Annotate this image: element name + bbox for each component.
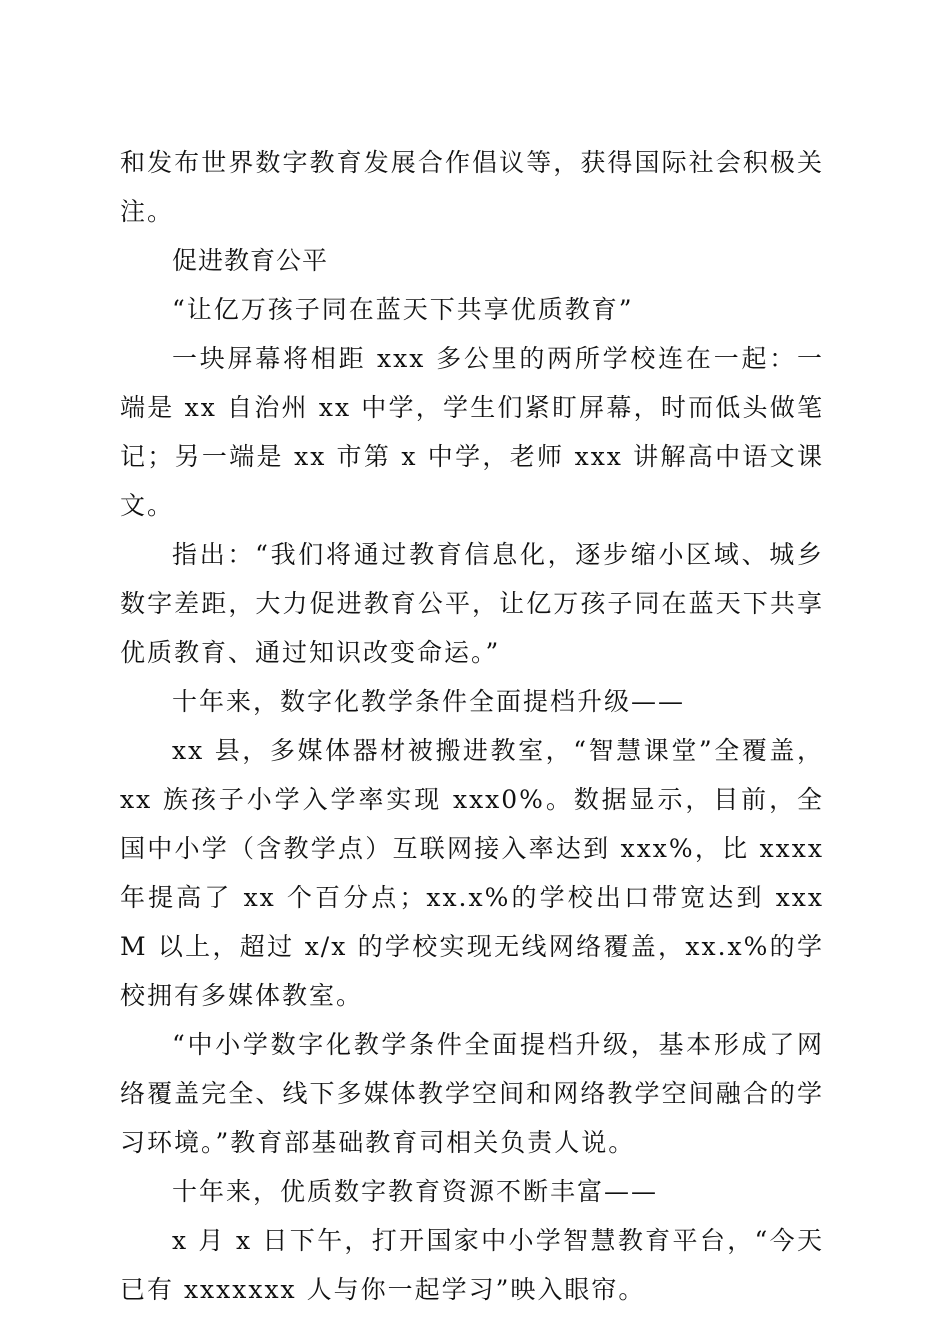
paragraph: x 月 x 日下午，打开国家中小学智慧教育平台，“今天已有 xxxxxxx 人与你一起学习”映入眼帘。 xyxy=(120,1226,824,1304)
paragraph: 十年来，优质数字教育资源不断丰富—— xyxy=(172,1177,659,1206)
paragraph: 十年来，数字化教学条件全面提档升级—— xyxy=(172,687,686,716)
paragraph: 一块屏幕将相距 xxx 多公里的两所学校连在一起：一端是 xx 自治州 xx 中学，学生们紧盯屏幕，时而低头做笔记；另一端是 xx 市第 x 中学，老师 xxx 讲解高中语文课文。 xyxy=(120,344,824,520)
paragraph-continuation: 和发布世界数字教育发展合作倡议等，获得国际社会积极关注。 xyxy=(120,148,824,226)
paragraph: xx 县，多媒体器材被搬进教室，“智慧课堂”全覆盖，xx 族孩子小学入学率实现 xxx0%。数据显示，目前，全国中小学（含教学点）互联网接入率达到 xxx%，比 xxxx 年提高了 xx 个百分点；xx.x%的学校出口带宽达到 xxxM 以上，超过 x/x 的学校实现无线网络覆盖，xx.x%的学校拥有多媒体教室。 xyxy=(120,736,824,1010)
document-body xyxy=(120,138,824,1314)
paragraph: 指出：“我们将通过教育信息化，逐步缩小区域、城乡数字差距，大力促进教育公平，让亿万孩子同在蓝天下共享优质教育、通过知识改变命运。” xyxy=(120,540,824,667)
section-heading: 促进教育公平 xyxy=(172,246,329,275)
paragraph: “中小学数字化教学条件全面提档升级，基本形成了网络覆盖完全、线下多媒体教学空间和网络教学空间融合的学习环境。”教育部基础教育司相关负责人说。 xyxy=(120,1030,824,1157)
section-subtitle-quote: “让亿万孩子同在蓝天下共享优质教育” xyxy=(172,295,634,324)
